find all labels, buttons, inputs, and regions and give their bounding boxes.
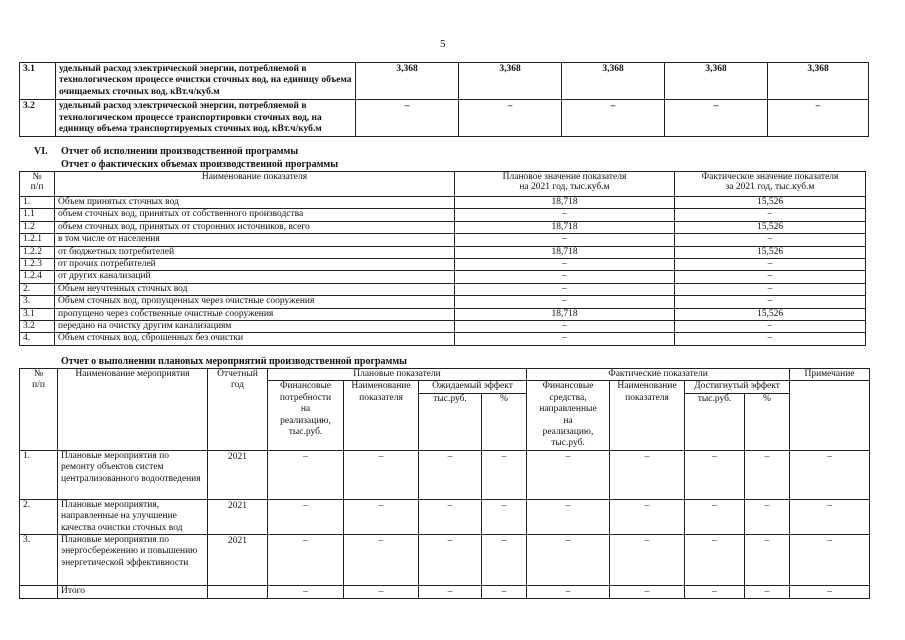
row-value: – [482, 499, 527, 534]
row-value: – [745, 450, 790, 499]
row-value: – [745, 499, 790, 534]
page-number: 5 [440, 38, 446, 50]
row-value: – [482, 450, 527, 499]
row-number: 4. [20, 333, 55, 345]
section-number: VI. [34, 146, 48, 157]
section-subtitle: Отчет о фактических объемах производственной программы [61, 159, 338, 170]
row-year: 2021 [208, 534, 268, 585]
header-note-blank [790, 381, 870, 450]
row-fact-value: – [675, 333, 866, 345]
total-row [20, 585, 870, 598]
row-value: 3,368 [768, 63, 869, 100]
row-plan-value: 18,718 [455, 221, 675, 233]
row-fact-value: 15,526 [675, 197, 866, 209]
row-plan-value: 18,718 [455, 197, 675, 209]
header-note: Примечание [790, 369, 870, 381]
row-name: Объем неучтенных сточных вод [55, 283, 455, 295]
header-fact-effect: Достигнутый эффект [685, 381, 790, 393]
total-value: – [610, 585, 685, 598]
header-plan: Плановое значение показателя на 2021 год, тыс.куб.м [455, 172, 675, 197]
row-value: – [527, 450, 610, 499]
table-row [20, 499, 870, 534]
row-fact-value: 15,526 [675, 246, 866, 258]
row-number: 1.2.2 [20, 246, 55, 258]
row-value: 3,368 [562, 63, 665, 100]
row-value: – [344, 499, 419, 534]
row-plan-value: – [455, 283, 675, 295]
total-num-blank [20, 585, 58, 598]
row-name: передано на очистку другим канализациям [55, 320, 455, 332]
total-value: – [790, 585, 870, 598]
header-plan-rub: тыс.руб. [419, 393, 482, 450]
row-value: – [685, 534, 745, 585]
row-value: – [527, 499, 610, 534]
table-row [20, 308, 866, 320]
row-value: – [790, 499, 870, 534]
table-row [20, 197, 866, 209]
header-fact-fin: Финансовые средства, направленные на реализацию, тыс.руб. [527, 381, 610, 450]
row-fact-value: – [675, 209, 866, 221]
row-value: – [356, 100, 459, 137]
header-plan-fin: Финансовые потребности на реализацию, тыс.руб. [268, 381, 344, 450]
row-name: удельный расход электрической энергии, потребляемой в технологическом процессе очистки сточных вод, на единицу объема очищаемых сточных вод, кВт.ч/куб.м [56, 63, 356, 100]
row-plan-value: – [455, 209, 675, 221]
row-plan-value: – [455, 296, 675, 308]
row-value: – [745, 534, 790, 585]
row-value: – [562, 100, 665, 137]
row-value: – [419, 499, 482, 534]
header-plan-effect: Ожидаемый эффект [419, 381, 527, 393]
measures-table-title: Отчет о выполнении плановых мероприятий производственной программы [61, 356, 407, 367]
table-row [20, 221, 866, 233]
row-number: 1.2 [20, 221, 55, 233]
table-row [20, 100, 869, 137]
row-fact-value: – [675, 320, 866, 332]
row-value: – [610, 499, 685, 534]
section-heading [34, 146, 298, 158]
row-plan-value: – [455, 234, 675, 246]
table-row [20, 234, 866, 246]
row-name: Объем принятых сточных вод [55, 197, 455, 209]
header-year: Отчетный год [208, 369, 268, 451]
row-number: 3.2 [20, 320, 55, 332]
table-row [20, 246, 866, 258]
table-row [20, 534, 870, 585]
total-label: Итого [58, 585, 208, 598]
row-name: Плановые мероприятия по энергосбережению и повышению энергетической эффективности [58, 534, 208, 585]
total-value: – [685, 585, 745, 598]
row-number: 3.2 [20, 100, 56, 137]
volumes-table [19, 171, 866, 346]
row-plan-value: 18,718 [455, 246, 675, 258]
energy-indicators-table [19, 62, 869, 137]
total-value: – [527, 585, 610, 598]
row-name: от прочих потребителей [55, 258, 455, 270]
row-number: 1. [20, 197, 55, 209]
header-name: Наименование мероприятия [58, 369, 208, 451]
table-row [20, 209, 866, 221]
row-name: от других канализаций [55, 271, 455, 283]
header-num: № п/п [20, 172, 55, 197]
total-value: – [344, 585, 419, 598]
total-value: – [482, 585, 527, 598]
row-value: – [685, 499, 745, 534]
header-fact-pct: % [745, 393, 790, 450]
row-number: 3. [20, 296, 55, 308]
row-name: удельный расход электрической энергии, потребляемой в технологическом процессе транспортировки сточных вод, на единицу объема транспортируемых сточных вод, кВт.ч/куб.м [56, 100, 356, 137]
row-fact-value: – [675, 283, 866, 295]
row-value: – [419, 450, 482, 499]
header-plan-pct: % [482, 393, 527, 450]
table-row [20, 283, 866, 295]
row-name: в том числе от населения [55, 234, 455, 246]
row-value: – [268, 450, 344, 499]
header-fact-indicator: Наименование показателя [610, 381, 685, 450]
row-value: 3,368 [459, 63, 562, 100]
row-plan-value: 18,718 [455, 308, 675, 320]
row-fact-value: – [675, 296, 866, 308]
header-plan-indicator: Наименование показателя [344, 381, 419, 450]
row-value: – [459, 100, 562, 137]
header-num: № п/п [20, 369, 58, 451]
row-value: 3,368 [356, 63, 459, 100]
row-value: – [344, 450, 419, 499]
header-fact-rub: тыс.руб. [685, 393, 745, 450]
measures-table [19, 368, 870, 599]
row-number: 3. [20, 534, 58, 585]
table-row [20, 63, 869, 100]
row-number: 2. [20, 499, 58, 534]
row-number: 1.2.3 [20, 258, 55, 270]
row-fact-value: – [675, 271, 866, 283]
row-fact-value: – [675, 258, 866, 270]
row-value: – [768, 100, 869, 137]
row-number: 3.1 [20, 308, 55, 320]
row-year: 2021 [208, 499, 268, 534]
table-row [20, 296, 866, 308]
row-name: Плановые мероприятия, направленные на улучшение качества очистки сточных вод [58, 499, 208, 534]
row-name: от бюджетных потребителей [55, 246, 455, 258]
header-name: Наименование показателя [55, 172, 455, 197]
row-value: – [790, 450, 870, 499]
row-fact-value: 15,526 [675, 308, 866, 320]
section-title: Отчет об исполнении производственной программы [61, 146, 299, 157]
row-number: 2. [20, 283, 55, 295]
total-value: – [268, 585, 344, 598]
row-fact-value: – [675, 234, 866, 246]
table-header-row [20, 369, 870, 381]
row-value: – [665, 100, 768, 137]
row-number: 1.1 [20, 209, 55, 221]
row-name: Плановые мероприятия по ремонту объектов систем централизованного водоотведения [58, 450, 208, 499]
row-plan-value: – [455, 333, 675, 345]
row-value: – [527, 534, 610, 585]
row-name: Объем сточных вод, сброшенных без очистки [55, 333, 455, 345]
row-plan-value: – [455, 271, 675, 283]
row-value: – [790, 534, 870, 585]
row-value: – [482, 534, 527, 585]
header-fact: Фактическое значение показателя за 2021 год, тыс.куб.м [675, 172, 866, 197]
row-value: – [268, 534, 344, 585]
row-name: объем сточных вод, принятых от сторонних источников, всего [55, 221, 455, 233]
row-name: Объем сточных вод, пропущенных через очистные сооружения [55, 296, 455, 308]
table-row [20, 258, 866, 270]
row-fact-value: 15,526 [675, 221, 866, 233]
row-value: – [419, 534, 482, 585]
row-number: 1.2.4 [20, 271, 55, 283]
row-name: пропущено через собственные очистные сооружения [55, 308, 455, 320]
total-year-blank [208, 585, 268, 598]
row-plan-value: – [455, 320, 675, 332]
row-name: объем сточных вод, принятых от собственного производства [55, 209, 455, 221]
row-plan-value: – [455, 258, 675, 270]
row-value: – [610, 450, 685, 499]
row-value: – [685, 450, 745, 499]
row-value: 3,368 [665, 63, 768, 100]
total-value: – [419, 585, 482, 598]
row-number: 1.2.1 [20, 234, 55, 246]
row-year: 2021 [208, 450, 268, 499]
row-value: – [268, 499, 344, 534]
table-row [20, 271, 866, 283]
total-value: – [745, 585, 790, 598]
table-header-row [20, 172, 866, 197]
row-number: 1. [20, 450, 58, 499]
header-plan-group: Плановые показатели [268, 369, 527, 381]
header-fact-group: Фактические показатели [527, 369, 790, 381]
table-row [20, 320, 866, 332]
row-value: – [610, 534, 685, 585]
row-value: – [344, 534, 419, 585]
table-row [20, 333, 866, 345]
row-number: 3.1 [20, 63, 56, 100]
table-row [20, 450, 870, 499]
